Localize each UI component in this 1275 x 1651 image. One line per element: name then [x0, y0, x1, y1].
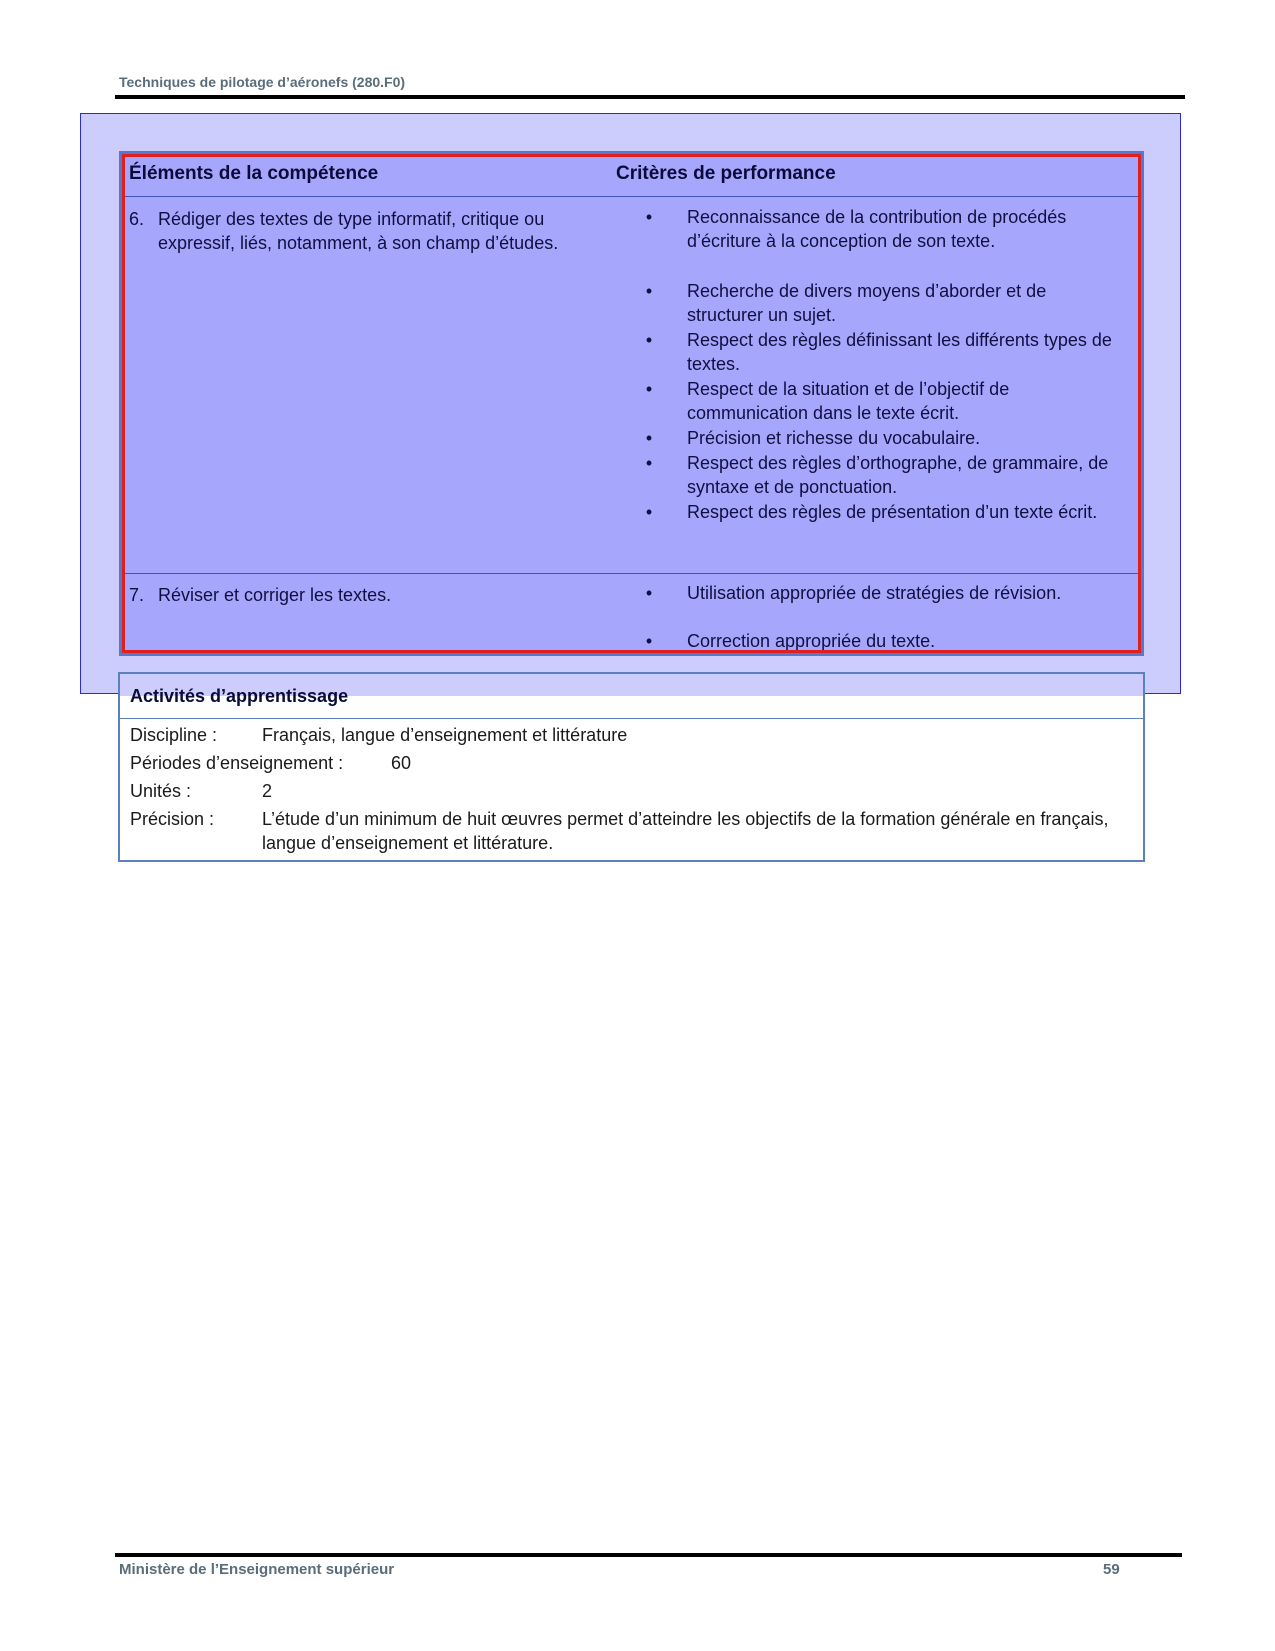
bullet-icon: • — [645, 453, 653, 473]
bullet-icon: • — [645, 379, 653, 399]
column-header-elements: Éléments de la compétence — [129, 163, 379, 184]
activities-separator — [120, 718, 1143, 719]
precision-value: L’étude d’un minimum de huit œuvres permet d’atteindre les objectifs de la formation générale en français, langue d’enseignement et littérature. — [262, 809, 1109, 853]
periods-label: Périodes d’enseignement : — [130, 753, 344, 773]
column-header-criteria: Critères de performance — [616, 163, 836, 184]
page-number: 59 — [1103, 1561, 1120, 1578]
criterion-text: Respect des règles d’orthographe, de grammaire, de syntaxe et de ponctuation. — [687, 453, 1109, 497]
bullet-icon: • — [645, 207, 653, 227]
footer-rule — [115, 1553, 1182, 1557]
criterion-text: Recherche de divers moyens d’aborder et de structurer un sujet. — [687, 281, 1047, 325]
header-rule — [115, 95, 1185, 99]
criterion-text: Précision et richesse du vocabulaire. — [687, 428, 981, 448]
discipline-value: Français, langue d’enseignement et littérature — [262, 725, 628, 745]
element-text: Rédiger des textes de type informatif, critique ou expressif, liés, notamment, à son champ d’études. — [158, 209, 559, 253]
criterion-text: Respect des règles de présentation d’un texte écrit. — [687, 502, 1098, 522]
units-value: 2 — [262, 781, 273, 801]
bullet-icon: • — [645, 281, 653, 301]
element-number: 7. — [129, 585, 145, 605]
footer-ministry: Ministère de l’Enseignement supérieur — [119, 1561, 395, 1578]
precision-label: Précision : — [130, 809, 215, 829]
bullet-icon: • — [645, 631, 653, 651]
selection-frame — [122, 154, 1141, 653]
periods-value: 60 — [391, 753, 412, 773]
element-number: 6. — [129, 209, 145, 229]
bullet-icon: • — [645, 502, 653, 522]
discipline-label: Discipline : — [130, 725, 218, 745]
criterion-text: Reconnaissance de la contribution de procédés d’écriture à la conception de son texte. — [687, 207, 1067, 251]
criterion-text: Utilisation appropriée de stratégies de révision. — [687, 583, 1062, 603]
units-label: Unités : — [130, 781, 192, 801]
bullet-icon: • — [645, 330, 653, 350]
criterion-text: Respect de la situation et de l’objectif de communication dans le texte écrit. — [687, 379, 1010, 423]
criterion-text: Respect des règles définissant les différents types de textes. — [687, 330, 1112, 374]
bullet-icon: • — [645, 583, 653, 603]
activities-box — [118, 672, 1145, 862]
header-title: Techniques de pilotage d’aéronefs (280.F0) — [119, 74, 406, 90]
bullet-icon: • — [645, 428, 653, 448]
element-text: Réviser et corriger les textes. — [158, 585, 392, 605]
activities-title: Activités d’apprentissage — [130, 686, 349, 706]
criterion-text: Correction appropriée du texte. — [687, 631, 936, 651]
